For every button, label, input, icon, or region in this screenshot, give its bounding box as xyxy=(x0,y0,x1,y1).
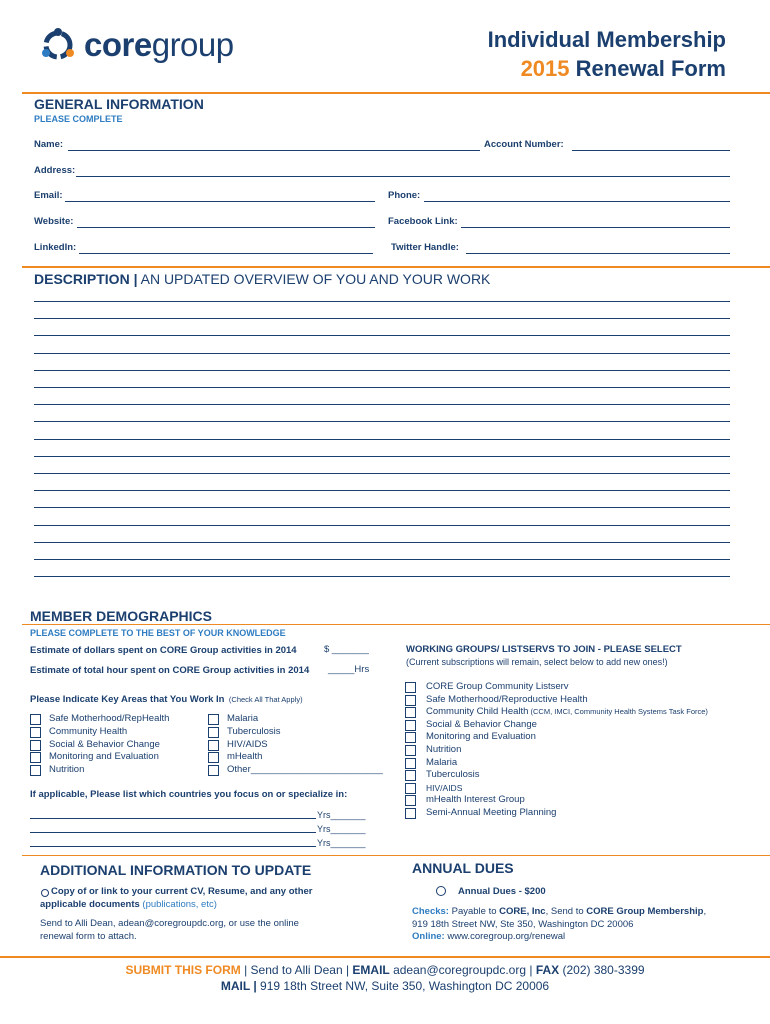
description-line[interactable] xyxy=(34,490,730,491)
description-line[interactable] xyxy=(34,404,730,405)
area-label: Social & Behavior Change xyxy=(49,738,160,750)
group-checkbox[interactable] xyxy=(405,795,416,806)
description-heading xyxy=(34,271,490,287)
key-areas-heading xyxy=(30,689,303,707)
logo-mark-icon xyxy=(38,27,78,63)
area-label: HIV/AIDS xyxy=(227,738,268,750)
website-label: Website: xyxy=(34,216,74,227)
group-checkbox[interactable] xyxy=(405,770,416,781)
cv-option-text xyxy=(40,886,340,911)
general-heading: GENERAL INFORMATION xyxy=(34,96,204,112)
hours-label: Estimate of total hour spent on CORE Group activities in 2014 xyxy=(30,665,310,676)
cv-option-bold: Copy of or link to your current CV, Resume, and any other applicable documents xyxy=(40,886,313,910)
footer-email-label: EMAIL xyxy=(352,963,390,977)
group-checkbox[interactable] xyxy=(405,682,416,693)
twitter-field[interactable] xyxy=(466,253,730,254)
dollars-label: Estimate of dollars spent on CORE Group activities in 2014 xyxy=(30,645,297,656)
key-areas-label: Please Indicate Key Areas that You Work In xyxy=(30,694,225,705)
working-groups-heading: WORKING GROUPS/ LISTSERVS TO JOIN - PLEASE SELECT xyxy=(406,644,682,655)
title-line-1: Individual Membership xyxy=(487,27,726,52)
demographics-subheading: PLEASE COMPLETE TO THE BEST OF YOUR KNOWLEDGE xyxy=(30,628,286,638)
years-field[interactable]: Yrs_______ xyxy=(317,824,366,834)
group-label xyxy=(426,681,569,694)
footer-divider xyxy=(0,956,770,958)
checks-text-1: Payable to xyxy=(448,906,500,917)
area-label: Safe Motherhood/RepHealth xyxy=(49,713,170,724)
phone-label: Phone: xyxy=(388,190,421,201)
area-checkbox[interactable] xyxy=(30,752,41,763)
footer-fax-label: FAX xyxy=(535,963,560,977)
group-checkbox[interactable] xyxy=(405,758,416,769)
logo-text-light: group xyxy=(151,26,234,63)
facebook-field[interactable] xyxy=(461,227,730,228)
area-checkbox[interactable] xyxy=(208,765,219,776)
description-line[interactable] xyxy=(34,353,730,354)
dues-heading: ANNUAL DUES xyxy=(412,860,514,876)
dollars-field[interactable]: $ _______ xyxy=(324,644,369,655)
group-checkbox[interactable] xyxy=(405,720,416,731)
checks-core: CORE, Inc xyxy=(499,906,546,917)
group-label-text: mHealth Interest Group xyxy=(426,794,525,806)
group-checkbox[interactable] xyxy=(405,808,416,819)
area-label: Community Health xyxy=(49,725,128,737)
footer-submit: SUBMIT THIS FORM xyxy=(125,963,241,977)
footer-email[interactable]: adean@coregroupdc.org | xyxy=(389,963,536,977)
countries-label: If applicable, Please list which countries you focus on or specialize in: xyxy=(30,789,348,800)
key-areas-note: (Check All That Apply) xyxy=(228,695,303,704)
title-rest: Renewal Form xyxy=(569,56,726,81)
footer-fax: (202) 380-3399 xyxy=(559,963,645,977)
group-checkbox[interactable] xyxy=(405,695,416,706)
group-label-text: HIV/AIDS xyxy=(426,782,463,793)
dues-option-label: Annual Dues - $200 xyxy=(458,886,546,897)
facebook-label: Facebook Link: xyxy=(388,216,458,227)
name-label: Name: xyxy=(34,139,64,150)
area-label: Tuberculosis xyxy=(227,725,281,737)
area-checkbox[interactable] xyxy=(208,727,219,738)
description-line[interactable] xyxy=(34,507,730,508)
area-checkbox[interactable] xyxy=(30,740,41,751)
group-label xyxy=(426,706,708,719)
description-line[interactable] xyxy=(34,335,730,336)
description-line[interactable] xyxy=(34,456,730,457)
email-field[interactable] xyxy=(65,201,375,202)
cv-option-note: (publications, etc) xyxy=(139,898,217,910)
group-label xyxy=(426,794,525,807)
logo-text-bold: core xyxy=(84,26,152,63)
description-line[interactable] xyxy=(34,576,730,577)
linkedin-label: LinkedIn: xyxy=(34,242,77,253)
area-checkbox[interactable] xyxy=(30,727,41,738)
footer-mail-label: MAIL | xyxy=(220,979,257,993)
group-checkbox[interactable] xyxy=(405,745,416,756)
footer-mail: 919 18th Street NW, Suite 350, Washington DC 20006 xyxy=(256,979,550,993)
title-line-2 xyxy=(488,54,726,83)
website-field[interactable] xyxy=(77,227,375,228)
checks-label: Checks: xyxy=(412,906,449,917)
group-label xyxy=(426,744,461,757)
area-label: Monitoring and Evaluation xyxy=(49,751,159,763)
area-checkbox[interactable] xyxy=(208,740,219,751)
group-label-text: Social & Behavior Change xyxy=(426,718,537,730)
account-number-label: Account Number: xyxy=(484,139,564,150)
group-label-text: CORE Group Community Listserv xyxy=(426,681,569,692)
description-line[interactable] xyxy=(34,439,730,440)
group-label-note: (CCM, IMCI, Community Health Systems Task Force) xyxy=(528,707,708,717)
checks-membership: CORE Group Membership xyxy=(586,906,704,917)
additional-heading: ADDITIONAL INFORMATION TO UPDATE xyxy=(40,862,312,878)
area-checkbox[interactable] xyxy=(208,714,219,725)
online-url[interactable]: www.coregroup.org/renewal xyxy=(444,931,566,942)
section-divider xyxy=(22,855,770,856)
group-label-text: Nutrition xyxy=(426,744,462,755)
group-label xyxy=(426,731,536,744)
general-subheading: PLEASE COMPLETE xyxy=(34,114,123,124)
group-label-text: Semi-Annual Meeting Planning xyxy=(426,807,557,818)
area-checkbox[interactable] xyxy=(30,765,41,776)
checks-line xyxy=(412,906,706,919)
group-label-text: Community Child Health xyxy=(426,706,529,718)
title-year: 2015 xyxy=(520,56,570,81)
twitter-label: Twitter Handle: xyxy=(391,242,459,253)
online-label: Online: xyxy=(412,931,445,942)
description-heading-rest: AN UPDATED OVERVIEW OF YOU AND YOUR WORK xyxy=(137,271,491,287)
group-label xyxy=(426,719,537,732)
description-line[interactable] xyxy=(34,421,730,422)
group-label-text: Malaria xyxy=(426,756,458,768)
group-checkbox[interactable] xyxy=(405,707,416,718)
group-label-text: Tuberculosis xyxy=(426,769,480,781)
group-checkbox[interactable] xyxy=(405,732,416,743)
area-label: mHealth xyxy=(227,751,263,763)
coregroup-logo xyxy=(38,26,234,64)
footer-sep: | Send to Alli Dean | xyxy=(240,963,353,977)
years-field[interactable]: Yrs_______ xyxy=(317,810,366,820)
name-field[interactable] xyxy=(68,150,480,151)
group-label xyxy=(426,769,480,782)
form-title xyxy=(488,25,726,83)
demographics-heading: MEMBER DEMOGRAPHICS xyxy=(30,608,213,624)
online-line xyxy=(412,931,565,944)
country-field[interactable] xyxy=(30,818,316,819)
area-label: Malaria xyxy=(227,713,259,724)
description-line[interactable] xyxy=(34,318,730,319)
description-line[interactable] xyxy=(34,370,730,371)
area-label: Nutrition xyxy=(49,764,85,776)
description-heading-bold: DESCRIPTION | xyxy=(34,271,138,287)
description-line[interactable] xyxy=(34,473,730,474)
section-divider xyxy=(22,92,770,94)
description-line[interactable] xyxy=(34,525,730,526)
send-text: Send to Alli Dean, adean@coregroupdc.org, or use the online renewal form to attach. xyxy=(40,918,299,942)
dues-radio[interactable] xyxy=(436,886,446,896)
dues-address: 919 18th Street NW, Ste 350, Washington DC 20006 xyxy=(412,919,634,930)
hours-field[interactable]: _____Hrs xyxy=(328,664,370,675)
group-label xyxy=(426,694,588,707)
area-checkbox[interactable] xyxy=(208,752,219,763)
group-label-text: Safe Motherhood/Reproductive Health xyxy=(426,693,588,705)
footer-line-2 xyxy=(0,979,770,994)
area-label: Other_________________________ xyxy=(227,764,383,776)
group-checkbox[interactable] xyxy=(405,783,416,794)
linkedin-field[interactable] xyxy=(79,253,373,254)
country-field[interactable] xyxy=(30,832,316,833)
phone-field[interactable] xyxy=(424,201,730,202)
working-groups-note: (Current subscriptions will remain, select below to add new ones!) xyxy=(406,657,668,667)
checks-text-2: , Send to xyxy=(545,906,587,917)
group-label xyxy=(426,757,457,770)
description-line[interactable] xyxy=(34,559,730,560)
area-checkbox[interactable] xyxy=(30,714,41,725)
group-label-text: Monitoring and Evaluation xyxy=(426,731,536,743)
address-label: Address: xyxy=(34,165,76,176)
email-label: Email: xyxy=(34,190,63,201)
section-divider xyxy=(22,266,770,268)
country-field[interactable] xyxy=(30,846,316,847)
account-number-field[interactable] xyxy=(572,150,730,151)
checks-end: , xyxy=(703,906,707,917)
footer-line-1 xyxy=(0,963,770,978)
description-line[interactable] xyxy=(34,542,730,543)
address-field[interactable] xyxy=(76,176,730,177)
group-label xyxy=(426,807,556,820)
description-line[interactable] xyxy=(34,301,730,302)
section-divider xyxy=(22,624,770,625)
description-line[interactable] xyxy=(34,387,730,388)
years-field[interactable]: Yrs_______ xyxy=(317,838,366,848)
